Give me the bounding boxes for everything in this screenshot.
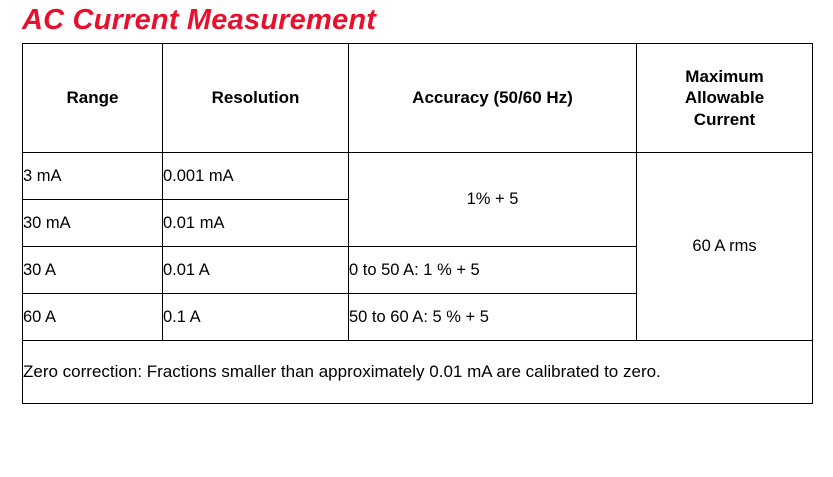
resolution-value-2: 0.01 mA — [163, 200, 349, 247]
column-header-range: Range — [23, 44, 163, 153]
table-row — [23, 153, 813, 200]
spec-sheet-page — [0, 4, 833, 477]
zero-correction-note: Zero correction: Fractions smaller than approximately 0.01 mA are calibrated to zero. — [23, 341, 813, 404]
max-current-line-1: Maximum — [685, 67, 764, 87]
page-title: AC Current Measurement — [22, 4, 377, 36]
max-current-line-3: Current — [693, 109, 756, 129]
range-value-2: 30 mA — [23, 200, 163, 247]
max-allowable-current-value: 60 A rms — [637, 153, 813, 341]
accuracy-value-60a: 50 to 60 A: 5 % + 5 — [349, 294, 637, 341]
accuracy-value-30a: 0 to 50 A: 1 % + 5 — [349, 247, 637, 294]
column-header-resolution: Resolution — [163, 44, 349, 153]
range-value-4: 60 A — [23, 294, 163, 341]
resolution-value-4: 0.1 A — [163, 294, 349, 341]
range-value-3: 30 A — [23, 247, 163, 294]
resolution-value-1: 0.001 mA — [163, 153, 349, 200]
resolution-value-3: 0.01 A — [163, 247, 349, 294]
table-header-row — [23, 44, 813, 153]
column-header-accuracy: Accuracy (50/60 Hz) — [349, 44, 637, 153]
column-header-max-allowable-current — [637, 44, 813, 153]
table-note-row — [23, 341, 813, 404]
accuracy-value-small-ranges: 1% + 5 — [349, 153, 637, 247]
max-current-line-2: Allowable — [684, 88, 765, 108]
range-value-1: 3 mA — [23, 153, 163, 200]
ac-current-measurement-table — [22, 43, 813, 404]
